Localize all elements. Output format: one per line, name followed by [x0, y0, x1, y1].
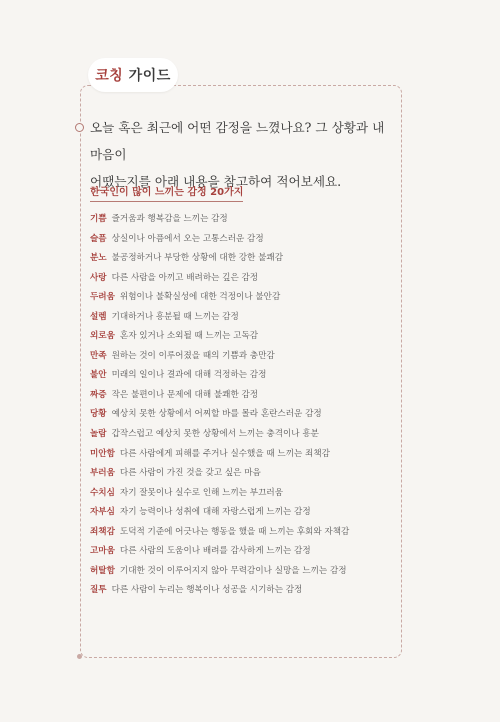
emotion-word: 외로움 — [90, 331, 115, 342]
list-item — [90, 523, 395, 543]
emotion-word: 만족 — [90, 350, 107, 361]
emotion-word: 두려움 — [90, 292, 115, 303]
list-item — [90, 347, 395, 367]
list-item — [90, 484, 395, 504]
section-title: 한국인이 많이 느끼는 감정 20가지 — [90, 183, 243, 202]
list-item — [90, 405, 395, 425]
emotion-word: 미안함 — [90, 448, 115, 459]
emotion-description: 상실이나 아픔에서 오는 고통스러운 감정 — [111, 233, 264, 244]
dot-icon — [77, 654, 82, 659]
emotion-description: 도덕적 기준에 어긋나는 행동을 했을 때 느끼는 후회와 자책감 — [119, 526, 350, 537]
list-item — [90, 581, 395, 601]
list-item — [90, 503, 395, 523]
emotion-description: 다른 사람의 도움이나 배려를 감사하게 느끼는 감정 — [119, 546, 311, 557]
list-item — [90, 464, 395, 484]
emotion-word: 죄책감 — [90, 526, 115, 537]
emotion-description: 자기 능력이나 성취에 대해 자랑스럽게 느끼는 감정 — [119, 507, 311, 518]
emotion-description: 원하는 것이 이루어졌을 때의 기쁨과 충만감 — [111, 350, 275, 361]
emotion-description: 예상치 못한 상황에서 어찌할 바를 몰라 혼란스러운 감정 — [111, 409, 322, 420]
emotion-word: 자부심 — [90, 507, 115, 518]
emotion-description: 다른 사람이 누리는 행복이나 성공을 시기하는 감정 — [111, 585, 303, 596]
title-rest: 가이드 — [123, 68, 171, 84]
list-item — [90, 269, 395, 289]
list-item — [90, 425, 395, 445]
list-item — [90, 542, 395, 562]
emotion-word: 슬픔 — [90, 233, 107, 244]
emotion-word: 부러움 — [90, 468, 115, 479]
emotion-description: 다른 사람을 아끼고 배려하는 깊은 감정 — [111, 272, 259, 283]
list-item — [90, 366, 395, 386]
emotion-word: 놀람 — [90, 429, 107, 440]
emotion-word: 분노 — [90, 253, 107, 264]
emotion-description: 다른 사람에게 피해를 주거나 실수했을 때 느끼는 죄책감 — [119, 448, 330, 459]
list-item — [90, 562, 395, 582]
emotion-description: 즐거움과 행복감을 느끼는 감정 — [111, 214, 228, 224]
list-item — [90, 445, 395, 465]
emotion-word: 짜증 — [90, 389, 107, 400]
emotion-description: 다른 사람이 가진 것을 갖고 싶은 마음 — [119, 468, 261, 479]
emotion-word: 불안 — [90, 370, 107, 381]
emotion-description: 기대한 것이 이루어지지 않아 무력감이나 실망을 느끼는 감정 — [119, 565, 347, 576]
list-item — [90, 210, 395, 230]
emotion-description: 작은 불편이나 문제에 대해 불쾌한 감정 — [111, 389, 259, 400]
emotion-description: 불공정하거나 부당한 상황에 대한 강한 불쾌감 — [111, 253, 283, 264]
emotion-word: 고마움 — [90, 546, 115, 557]
emotion-word: 당황 — [90, 409, 107, 420]
list-item — [90, 327, 395, 347]
emotion-word: 질투 — [90, 585, 107, 596]
emotion-description: 혼자 있거나 소외될 때 느끼는 고독감 — [119, 331, 259, 342]
emotion-description: 기대하거나 흥분될 때 느끼는 감정 — [111, 311, 239, 322]
emotion-description: 위험이나 불확실성에 대한 걱정이나 불안감 — [119, 292, 281, 303]
emotion-word: 수치심 — [90, 487, 115, 498]
title-accent: 코칭 — [95, 68, 124, 84]
list-item — [90, 230, 395, 250]
list-item — [90, 249, 395, 269]
circle-bullet-icon — [75, 123, 84, 132]
emotion-word: 기쁨 — [90, 214, 107, 224]
page-title — [88, 58, 178, 92]
emotion-description: 갑작스럽고 예상치 못한 상황에서 느끼는 충격이나 흥분 — [111, 429, 319, 440]
prompt-line: 오늘 혹은 최근에 어떤 감정을 느꼈나요? 그 상황과 내 마음이 — [90, 120, 385, 162]
emotion-word: 설렘 — [90, 311, 107, 322]
emotion-word: 허탈함 — [90, 565, 115, 576]
list-item — [90, 288, 395, 308]
prompt-line: 어땠는지를 아래 내용을 참고하여 적어보세요. — [90, 174, 342, 189]
list-item — [90, 386, 395, 406]
emotion-description: 자기 잘못이나 실수로 인해 느끼는 부끄러움 — [119, 487, 283, 498]
emotion-description: 미래의 일이나 결과에 대해 걱정하는 감정 — [111, 370, 267, 381]
emotion-word: 사랑 — [90, 272, 107, 283]
list-item — [90, 308, 395, 328]
emotion-list — [90, 210, 395, 601]
